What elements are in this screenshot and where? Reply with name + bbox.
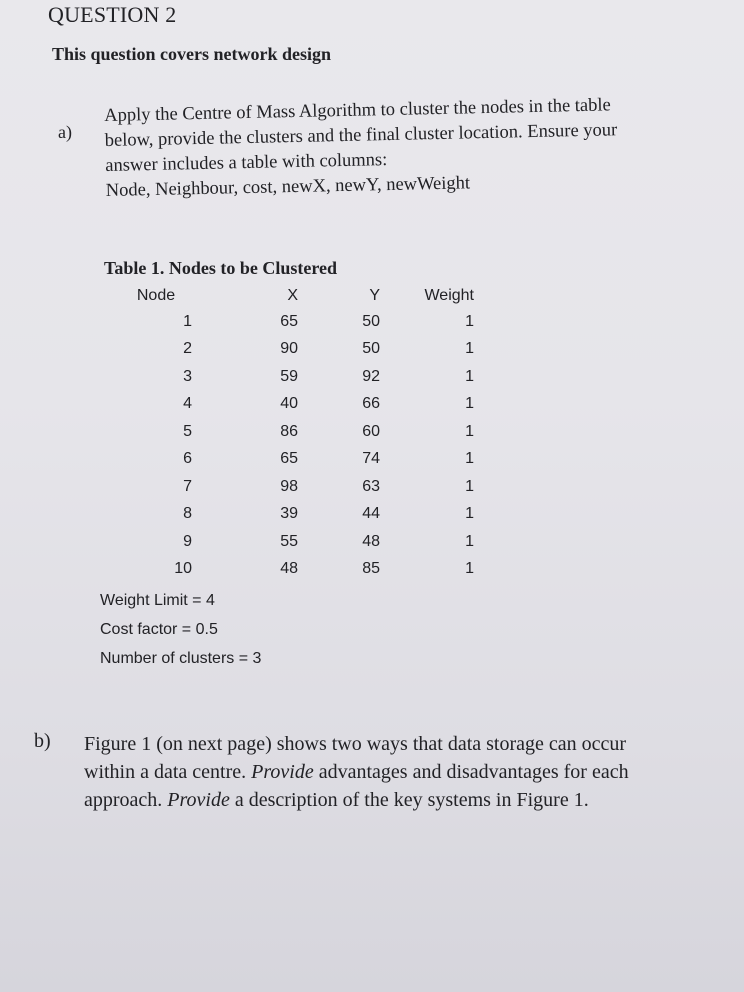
cell-x: 48 bbox=[280, 560, 298, 578]
table-row bbox=[120, 501, 474, 529]
cell-weight: 1 bbox=[465, 422, 474, 440]
cell-node: 8 bbox=[183, 505, 192, 523]
table-row bbox=[120, 528, 474, 556]
cell-node: 7 bbox=[183, 477, 192, 495]
cell-weight: 1 bbox=[465, 532, 474, 550]
cell-y: 66 bbox=[362, 395, 380, 413]
table-row bbox=[120, 556, 474, 584]
part-a-line: Apply the Centre of Mass Algorithm to cluster the nodes in the table bbox=[104, 95, 611, 126]
cell-y: 92 bbox=[362, 367, 380, 385]
part-b-line: Figure 1 (on next page) shows two ways that data storage can occur bbox=[84, 733, 627, 755]
cell-weight: 1 bbox=[465, 395, 474, 413]
cell-node: 6 bbox=[183, 450, 192, 468]
cell-y: 44 bbox=[362, 505, 380, 523]
cell-x: 55 bbox=[280, 532, 298, 550]
weight-limit: Weight Limit = 4 bbox=[100, 592, 215, 609]
part-a-line: Node, Neighbour, cost, newX, newY, newWeight bbox=[105, 173, 471, 201]
question-title: QUESTION 2 bbox=[48, 2, 177, 27]
cell-y: 63 bbox=[362, 477, 380, 495]
table-row bbox=[120, 473, 474, 501]
cell-weight: 1 bbox=[465, 505, 474, 523]
cell-y: 50 bbox=[362, 340, 380, 358]
cell-weight: 1 bbox=[465, 477, 474, 495]
cell-y: 60 bbox=[362, 422, 380, 440]
table-row bbox=[120, 308, 474, 336]
part-a-line: answer includes a table with columns: bbox=[105, 150, 388, 176]
question-topic: This question covers network design bbox=[52, 44, 332, 64]
table-caption: Table 1. Nodes to be Clustered bbox=[104, 258, 338, 278]
table-header-row bbox=[120, 284, 474, 308]
cell-node: 4 bbox=[183, 395, 192, 413]
cell-y: 50 bbox=[362, 312, 380, 330]
part-b-line bbox=[84, 758, 734, 786]
cell-x: 59 bbox=[280, 367, 298, 385]
cell-x: 65 bbox=[280, 312, 298, 330]
part-a-line: below, provide the clusters and the final cluster location. Ensure your bbox=[104, 120, 618, 151]
number-of-clusters: Number of clusters = 3 bbox=[100, 650, 262, 667]
cell-x: 98 bbox=[280, 477, 298, 495]
table-row bbox=[120, 363, 474, 391]
table-row bbox=[120, 418, 474, 446]
table-row bbox=[120, 336, 474, 364]
cell-node: 1 bbox=[183, 312, 192, 330]
cell-weight: 1 bbox=[465, 560, 474, 578]
cell-weight: 1 bbox=[465, 367, 474, 385]
cell-node: 5 bbox=[183, 422, 192, 440]
part-b-instructions bbox=[84, 730, 734, 814]
emphasis-provide: Provide bbox=[251, 761, 314, 783]
cell-node: 2 bbox=[183, 340, 192, 358]
header-node: Node bbox=[136, 287, 176, 304]
nodes-table bbox=[120, 284, 474, 583]
cell-y: 48 bbox=[362, 532, 380, 550]
part-a-label: a) bbox=[58, 122, 72, 142]
cell-x: 86 bbox=[280, 422, 298, 440]
cell-y: 85 bbox=[362, 560, 380, 578]
cell-node: 3 bbox=[183, 367, 192, 385]
text-fragment: approach. bbox=[84, 789, 168, 811]
header-y: Y bbox=[369, 287, 380, 304]
cell-x: 90 bbox=[280, 340, 298, 358]
part-b-label: b) bbox=[34, 730, 51, 752]
cell-node: 10 bbox=[174, 560, 192, 578]
cell-x: 39 bbox=[280, 505, 298, 523]
emphasis-provide: Provide bbox=[167, 789, 230, 811]
cell-weight: 1 bbox=[465, 450, 474, 468]
cell-x: 65 bbox=[280, 450, 298, 468]
cost-factor: Cost factor = 0.5 bbox=[100, 621, 218, 638]
parameters-block bbox=[100, 586, 261, 673]
header-x: X bbox=[287, 287, 298, 304]
part-a-instructions bbox=[104, 91, 726, 204]
table-row bbox=[120, 446, 474, 474]
part-b-line bbox=[84, 786, 734, 814]
cell-weight: 1 bbox=[465, 340, 474, 358]
text-fragment: advantages and disadvantages for each bbox=[313, 761, 629, 783]
cell-y: 74 bbox=[362, 450, 380, 468]
cell-weight: 1 bbox=[465, 312, 474, 330]
cell-x: 40 bbox=[280, 395, 298, 413]
header-weight: Weight bbox=[424, 287, 474, 304]
text-fragment: within a data centre. bbox=[84, 761, 252, 783]
cell-node: 9 bbox=[183, 532, 192, 550]
text-fragment: a description of the key systems in Figure 1. bbox=[229, 789, 589, 811]
table-row bbox=[120, 391, 474, 419]
